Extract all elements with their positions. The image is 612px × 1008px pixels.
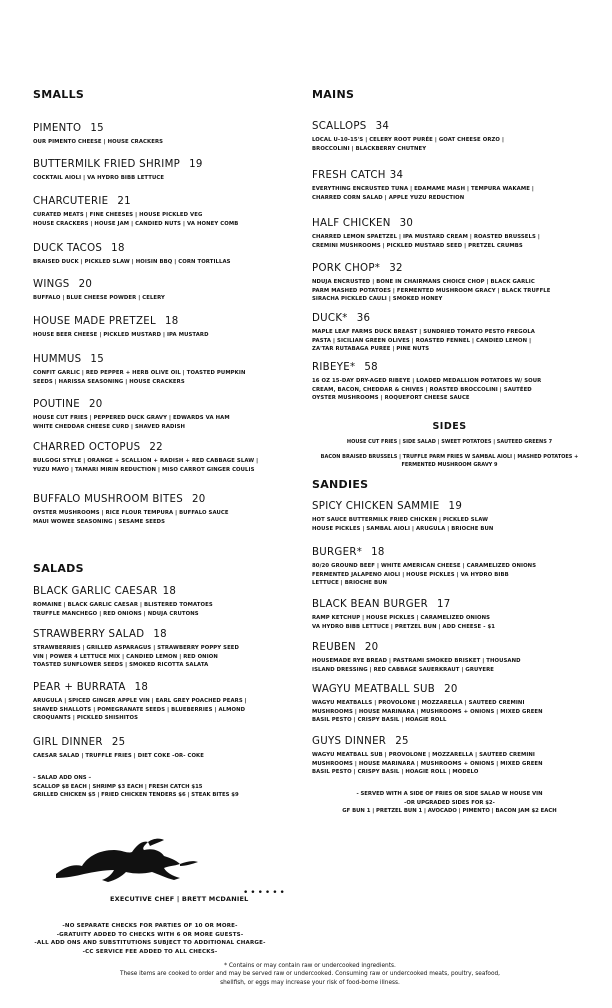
menu-item	[312, 262, 587, 304]
item-description: OYSTER MUSHROOMS | RICE FLOUR TEMPURA | BUFFALO SAUCE MAUI WOWEE SEASONING | SESAME SEEDS	[33, 510, 229, 525]
item-price: 30	[399, 218, 414, 229]
item-description: MAPLE LEAF FARMS DUCK BREAST | SUNDRIED TOMATO PESTO FREGOLA PASTA | SICILIAN GREEN OLIVES | ROASTED FENNEL | CANDIED LEMON | ZA'TAR RUTABAGA PUREE | PINE NUTS	[312, 329, 535, 352]
item-price: 15	[90, 123, 104, 134]
menu-item	[33, 441, 303, 474]
item-description: HOT SAUCE BUTTERMILK FRIED CHICKEN | PICKLED SLAW HOUSE PICKLES | SAMBAL AIOLI | ARUGULA | BRIOCHE BUN	[312, 517, 494, 532]
item-description: LOCAL U-10-15'S | CELERY ROOT PURÉE | GOAT CHEESE ORZO | BROCCOLINI | BLACKBERRY CHUTNEY	[312, 137, 505, 152]
item-description: RAMP KETCHUP | HOUSE PICKLES | CARAMELIZED ONIONS VA HYDRO BIBB LETTUCE | PRETZEL BUN | ADD CHEESE - $1	[312, 615, 496, 630]
menu-item	[33, 585, 303, 618]
item-name: DUCK TACOS	[33, 243, 103, 254]
item-price: 18	[134, 682, 149, 693]
item-name: REUBEN	[312, 642, 356, 653]
item-price: 20	[78, 279, 93, 290]
menu-item	[312, 217, 587, 250]
item-name: PIMENTO	[33, 123, 82, 134]
policies: -NO SEPARATE CHECKS FOR PARTIES OF 10 OR MORE- -GRATUITY ADDED TO CHECKS WITH 6 OR MORE GUESTS- -ALL ADD ONS AND SUBSTITUTIONS SUBJECT TO ADDITIONAL CHARGE- -CC SERVICE FEE ADDED TO ALL CHECKS-	[34, 923, 266, 955]
menu-item	[312, 546, 587, 588]
item-price: 19	[448, 501, 463, 512]
item-price: 18	[162, 586, 177, 597]
item-price: 20	[89, 399, 103, 410]
executive-chef: EXECUTIVE CHEF | BRETT MCDANIEL	[110, 895, 249, 903]
item-price: 20	[364, 642, 379, 653]
item-name: CHARRED OCTOPUS	[33, 442, 141, 453]
item-description: WAGYU MEATBALL SUB | PROVOLONE | MOZZARELLA | SAUTEED CREMINI MUSHROOMS | HOUSE MARINARA | MUSHROOMS + ONIONS | MIXED GREEN BASIL PESTO | CRISPY BASIL | HOAGIE ROLL | MODELO	[312, 752, 543, 775]
disclaimer: * Contains or may contain raw or undercooked ingredients. These items are cooked to order and may be served raw or undercooked. Consuming raw or undercooked meats, poultry, seafood, shellfish, or eggs may increase your risk of food-borne illness.	[119, 963, 501, 986]
item-name: WAGYU MEATBALL SUB	[312, 684, 436, 695]
sandies-served-note: - SERVED WITH A SIDE OF FRIES OR SIDE SALAD W HOUSE VIN -OR UPGRADED SIDES FOR $2- GF BUN 1 | PRETZEL BUN 1 | AVOCADO | PIMENTO | BACON JAM $2 EACH	[342, 791, 557, 814]
item-name: DUCK*	[312, 313, 348, 324]
item-price: 58	[364, 362, 378, 373]
menu-item	[33, 736, 303, 761]
item-price: 18	[153, 629, 167, 640]
item-description: CAESAR SALAD | TRUFFLE FRIES | DIET COKE -OR- COKE	[33, 753, 204, 759]
menu-item	[33, 398, 303, 431]
menu-item	[33, 628, 303, 670]
item-price: 18	[371, 547, 385, 558]
item-price: 18	[164, 316, 179, 327]
hare-logo	[52, 836, 202, 884]
item-price: 15	[90, 354, 104, 365]
item-description: BRAISED DUCK | PICKLED SLAW | HOISIN BBQ | CORN TORTILLAS	[33, 259, 231, 265]
item-price: 17	[437, 599, 451, 610]
item-description: EVERYTHING ENCRUSTED TUNA | EDAMAME MASH | TEMPURA WAKAME | CHARRED CORN SALAD | APPLE YUZU REDUCTION	[312, 186, 534, 201]
item-price: 36	[356, 313, 371, 324]
item-price: 20	[192, 494, 206, 505]
item-name: BLACK GARLIC CAESAR	[33, 586, 158, 597]
item-name: BLACK BEAN BURGER	[312, 599, 429, 610]
item-name: SCALLOPS	[312, 121, 367, 132]
item-name: BUTTERMILK FRIED SHRIMP	[33, 159, 181, 170]
item-name: STRAWBERRY SALAD	[33, 629, 145, 640]
item-price: 19	[189, 159, 203, 170]
item-price: 21	[117, 196, 131, 207]
item-description: BULGOGI STYLE | ORANGE + SCALLION + RADISH + RED CABBAGE SLAW | YUZU MAYO | TAMARI MIRIN REDUCTION | MISO CARROT GINGER COULIS	[33, 458, 259, 473]
item-price: 18	[111, 243, 125, 254]
item-name: RIBEYE*	[312, 362, 356, 373]
item-price: 32	[389, 263, 403, 274]
sandies-title: SANDIES	[312, 478, 369, 491]
item-description: HOUSEMADE RYE BREAD | PASTRAMI SMOKED BRISKET | THOUSAND ISLAND DRESSING | RED CABBAGE SAUERKRAUT | GRUYERE	[312, 658, 521, 673]
salads-title: SALADS	[33, 562, 84, 575]
item-name: BURGER*	[312, 547, 363, 558]
menu-item	[33, 353, 303, 386]
item-name: SPICY CHICKEN SAMMIE	[312, 501, 440, 512]
menu-item	[33, 195, 303, 228]
sides-line-2: BACON BRAISED BRUSSELS | TRUFFLE PARM FRIES W SAMBAL AIOLI | MASHED POTATOES + FERMENTED MUSHROOM GRAVY 9	[320, 454, 579, 468]
menu-item	[312, 735, 587, 777]
menu-item	[33, 278, 303, 303]
item-description: HOUSE BEER CHEESE | PICKLED MUSTARD | IPA MUSTARD	[33, 332, 209, 338]
item-description: NDUJA ENCRUSTED | BONE IN CHAIRMANS CHOICE CHOP | BLACK GARLIC PARM MASHED POTATOES | FERMENTED MUSHROOM GRACY | BLACK TRUFFLE SIRACHA PICKLED CAULI | SMOKED HONEY	[312, 279, 551, 302]
item-name: WINGS	[33, 279, 70, 290]
item-name: HUMMUS	[33, 354, 82, 365]
menu-item	[312, 641, 587, 674]
salad-addons: – SALAD ADD ONS – SCALLOP $8 EACH | SHRIMP $3 EACH | FRESH CATCH $15 GRILLED CHICKEN $5 | FRIED CHICKEN TENDERS $6 | STEAK BITES $9	[33, 775, 239, 798]
item-description: OUR PIMENTO CHEESE | HOUSE CRACKERS	[33, 139, 164, 145]
item-price: 34	[389, 170, 404, 181]
decorative-dots: ••••••	[243, 888, 287, 898]
menu-item	[33, 122, 303, 147]
item-description: 16 OZ 15-DAY DRY-AGED RIBEYE | LOADED MEDALLION POTATOES W/ SOUR CREAM, BACON, CHEDDAR & CHIVES | ROASTED BROCCOLINI | SAUTÉED OYSTER MUSHROOMS | ROQUEFORT CHEESE SAUCE	[312, 378, 542, 401]
item-name: BUFFALO MUSHROOM BITES	[33, 494, 184, 505]
item-description: WAGYU MEATBALLS | PROVOLONE | MOZZARELLA | SAUTEED CREMINI MUSHROOMS | HOUSE MARINARA | MUSHROOMS + ONIONS | MIXED GREEN BASIL PESTO | CRISPY BASIL | HOAGIE ROLL	[312, 700, 543, 723]
item-description: ROMAINE | BLACK GARLIC CAESAR | BLISTERED TOMATOES TRUFFLE MANCHEGO | RED ONIONS | NDUJA CRUTONS	[33, 602, 213, 617]
menu-item	[33, 493, 303, 526]
item-description: ARUGULA | SPICED GINGER APPLE VIN | EARL GREY POACHED PEARS | SHAVED SHALLOTS | POMEGRANATE SEEDS | BLUEBERRIES | ALMOND CROQUANTS | PICKLED SHISHITOS	[33, 698, 247, 721]
item-price: 25	[395, 736, 409, 747]
item-price: 25	[111, 737, 126, 748]
item-description: CONFIT GARLIC | RED PEPPER + HERB OLIVE OIL | TOASTED PUMPKIN SEEDS | HARISSA SEASONING | HOUSE CRACKERS	[33, 370, 246, 385]
item-name: GIRL DINNER	[33, 737, 103, 748]
menu-item	[33, 158, 303, 183]
menu-item	[312, 598, 587, 631]
item-name: CHARCUTERIE	[33, 196, 109, 207]
item-name: PEAR + BURRATA	[33, 682, 126, 693]
menu-item	[33, 242, 303, 267]
item-name: FRESH CATCH	[312, 170, 386, 181]
smalls-title: SMALLS	[33, 88, 85, 101]
menu-item	[33, 681, 303, 723]
item-description: CURATED MEATS | FINE CHEESES | HOUSE PICKLED VEG HOUSE CRACKERS | HOUSE JAM | CANDIED NUTS | VA HONEY COMB	[33, 212, 239, 227]
menu-item	[312, 361, 587, 403]
menu-item	[312, 312, 587, 354]
item-description: HOUSE CUT FRIES | PEPPERED DUCK GRAVY | EDWARDS VA HAM WHITE CHEDDAR CHEESE CURD | SHAVED RADISH	[33, 415, 230, 430]
item-description: 80/20 GROUND BEEF | WHITE AMERICAN CHEESE | CARAMELIZED ONIONS FERMENTED JALAPENO AIOLI | HOUSE PICKLES | VA HYDRO BIBB LETTUCE | BRIOCHE BUN	[312, 563, 537, 586]
menu-item	[312, 169, 587, 202]
item-name: GUYS DINNER	[312, 736, 387, 747]
menu-item	[312, 683, 587, 725]
menu-item	[312, 500, 587, 533]
item-description: STRAWBERRIES | GRILLED ASPARAGUS | STRAWBERRY POPPY SEED VIN | POWER 4 LETTUCE MIX | CANDIED LEMON | RED ONION TOASTED SUNFLOWER SEEDS | SMOKED RICOTTA SALATA	[33, 645, 240, 668]
item-name: HALF CHICKEN	[312, 218, 391, 229]
sides-title: SIDES	[432, 421, 467, 432]
item-name: PORK CHOP*	[312, 263, 381, 274]
mains-title: MAINS	[312, 88, 355, 101]
sides-line-1: HOUSE CUT FRIES | SIDE SALAD | SWEET POTATOES | SAUTEED GREENS 7	[346, 439, 553, 445]
menu-item	[33, 315, 303, 340]
item-description: COCKTAIL AIOLI | VA HYDRO BIBB LETTUCE	[33, 175, 165, 181]
item-description: BUFFALO | BLUE CHEESE POWDER | CELERY	[33, 295, 165, 301]
item-price: 22	[149, 442, 163, 453]
item-description: CHARRED LEMON SPAETZEL | IPA MUSTARD CREAM | ROASTED BRUSSELS | CREMINI MUSHROOMS | PICKLED MUSTARD SEED | PRETZEL CRUMBS	[312, 234, 540, 249]
item-name: POUTINE	[33, 399, 81, 410]
item-name: HOUSE MADE PRETZEL	[33, 316, 156, 327]
menu-item	[312, 120, 587, 153]
item-price: 20	[444, 684, 458, 695]
item-price: 34	[375, 121, 390, 132]
